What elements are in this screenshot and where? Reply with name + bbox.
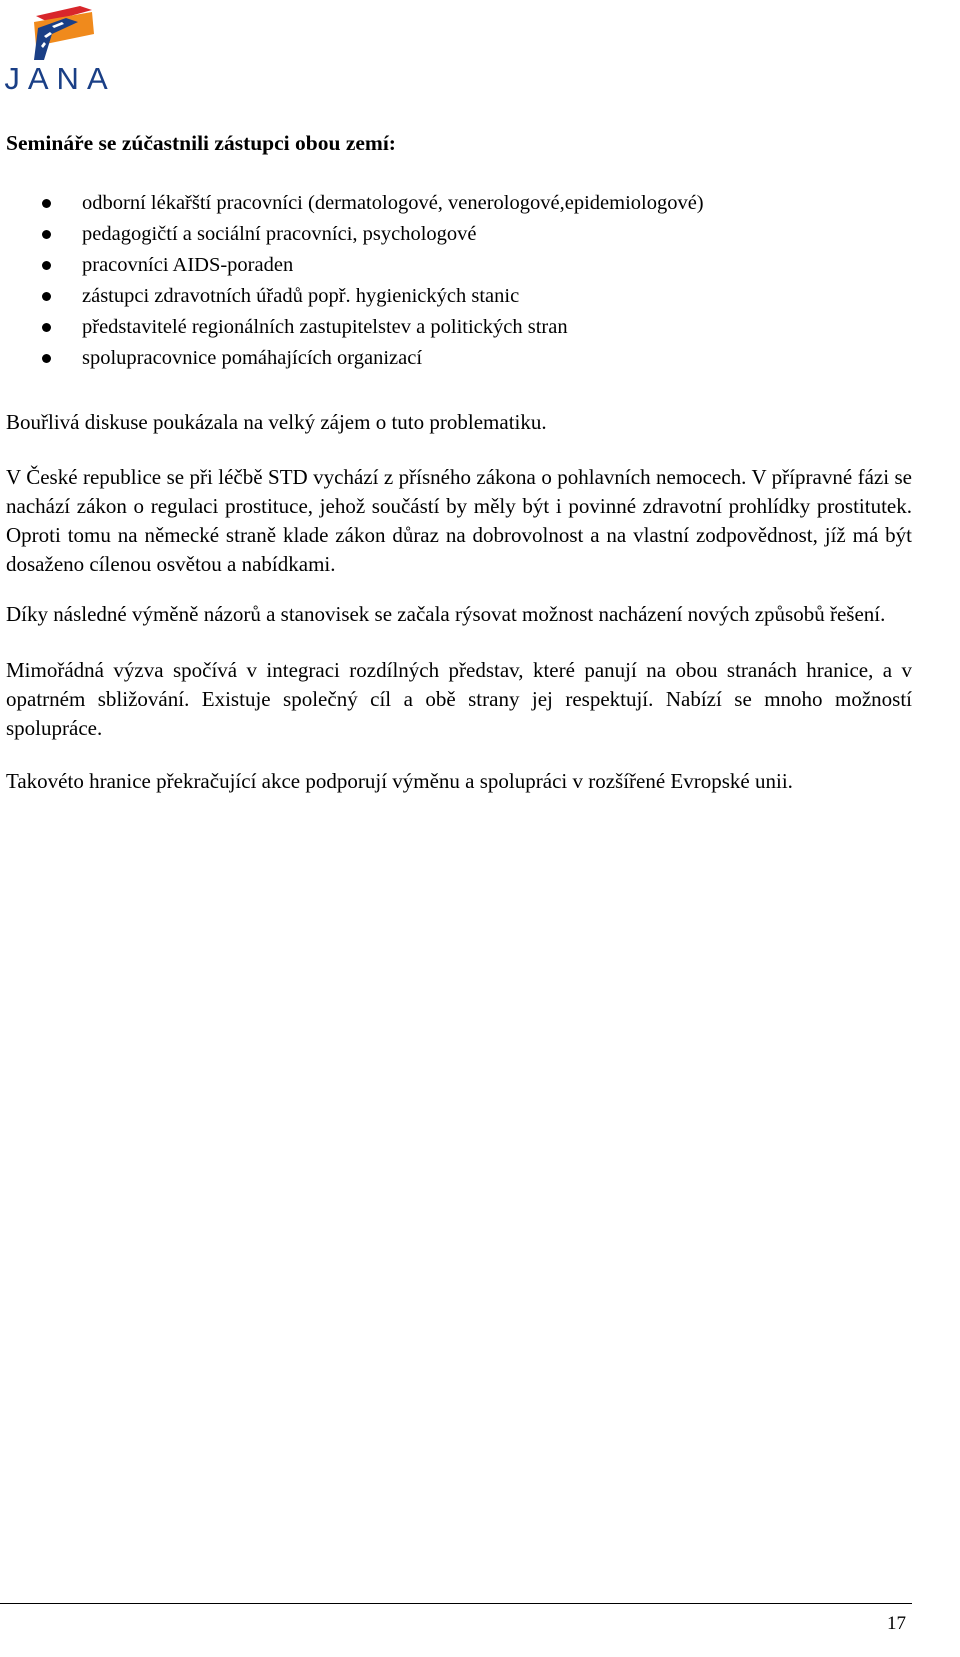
bullet-icon (42, 199, 51, 208)
list-item-text: představitelé regionálních zastupitelstev a politických stran (82, 316, 568, 338)
participant-list (0, 188, 704, 374)
section-heading: Semináře se zúčastnili zástupci obou zemí: (6, 131, 396, 155)
bullet-icon (42, 230, 51, 239)
logo-text: JANA (4, 61, 116, 96)
page-number: 17 (887, 1613, 906, 1634)
bullet-icon (42, 354, 51, 363)
list-item-text: spolupracovnice pomáhajících organizací (82, 347, 423, 369)
paragraph-legislation: V České republice se při léčbě STD vychází z přísného zákona o pohlavních nemocech. V přípravné fázi se nachází zákon o regulaci prostituce, jehož součástí by měly být i povinné zdravotní prohlídky prostitutek. Oproti tomu na německé straně klade zákon důraz na dobrovolnost a na vlastní zodpovědnost, jíž má být dosaženo cílenou osvětou a nabídkami. (6, 465, 912, 576)
bullet-icon (42, 292, 51, 301)
list-item (0, 343, 704, 374)
bullet-icon (42, 323, 51, 332)
list-item (0, 188, 704, 219)
footer-divider (0, 1603, 912, 1604)
paragraph-challenge: Mimořádná výzva spočívá v integraci rozdílných představ, které panují na obou stranách hranice, a v opatrném sbližování. Existuje společný cíl a obě strany jej respektují. Nabízí se mnoho možností spolupráce. (6, 658, 912, 740)
list-item (0, 281, 704, 312)
bullet-icon (42, 261, 51, 270)
paragraph-exchange: Díky následné výměně názorů a stanovisek se začala rýsovat možnost nacházení nových způsobů řešení. (6, 602, 886, 626)
list-item-text: pedagogičtí a sociální pracovníci, psychologové (82, 223, 477, 245)
list-item-text: odborní lékařští pracovníci (dermatologové, venerologové,epidemiologové) (82, 192, 704, 214)
paragraph-discussion: Bouřlivá diskuse poukázala na velký zájem o tuto problematiku. (6, 410, 547, 434)
list-item-text: pracovníci AIDS-poraden (82, 254, 294, 276)
list-item (0, 219, 704, 250)
list-item (0, 250, 704, 281)
list-item-text: zástupci zdravotních úřadů popř. hygienických stanic (82, 285, 520, 307)
list-item (0, 312, 704, 343)
paragraph-conclusion: Takovéto hranice překračující akce podporují výměnu a spolupráci v rozšířené Evropské unii. (6, 769, 793, 793)
